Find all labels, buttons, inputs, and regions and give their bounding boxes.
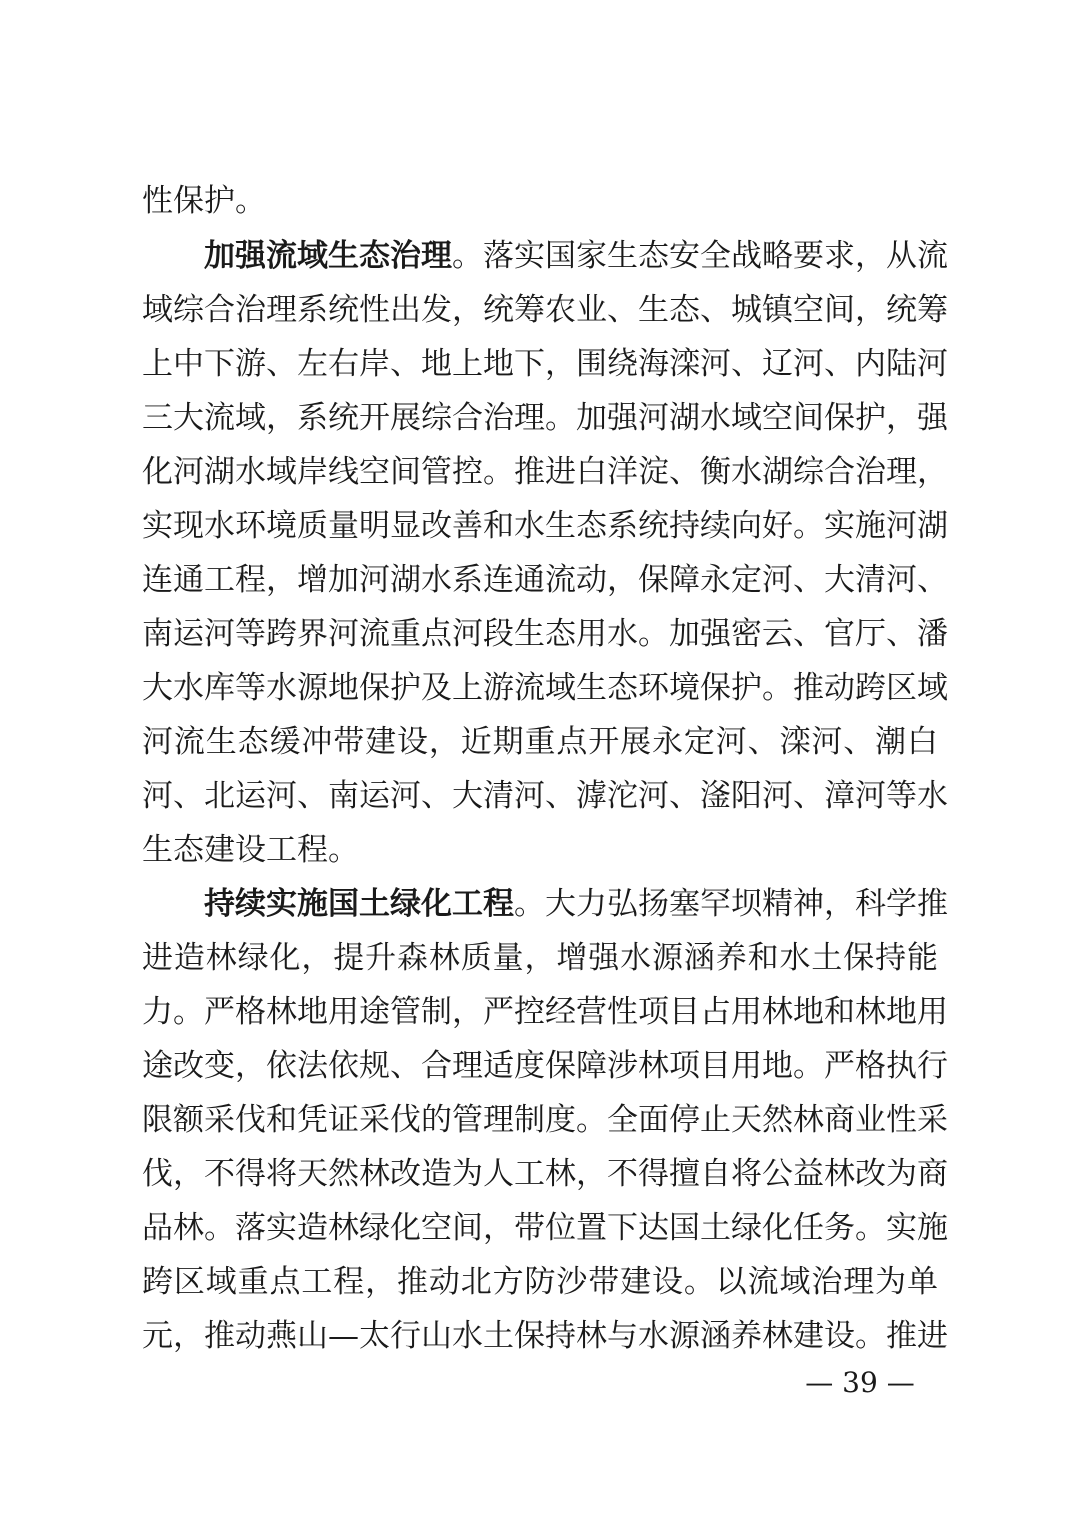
paragraph-start-line: 加强流域生态治理。落实国家生态安全战略要求，从流	[204, 238, 948, 274]
text-line: 途改变，依法依规、合理适度保障涉林项目用地。严格执行	[142, 1048, 948, 1084]
section-heading: 加强流域生态治理	[204, 238, 452, 274]
text-line: 生态建设工程。	[142, 832, 359, 868]
text-line: 伐，不得将天然林改造为人工林，不得擅自将公益林改为商	[142, 1156, 948, 1192]
text-line: 品林。落实造林绿化空间，带位置下达国土绿化任务。实施	[142, 1210, 948, 1246]
text-line: 南运河等跨界河流重点河段生态用水。加强密云、官厅、潘	[142, 616, 948, 652]
page-number: — 39 —	[805, 1366, 915, 1399]
text-line: 域综合治理系统性出发，统筹农业、生态、城镇空间，统筹	[142, 292, 948, 328]
section-heading: 持续实施国土绿化工程	[204, 886, 514, 922]
text-line: 进造林绿化，提升森林质量，增强水源涵养和水土保持能	[142, 940, 938, 976]
paragraph-start-line: 持续实施国土绿化工程。大力弘扬塞罕坝精神，科学推	[204, 886, 948, 922]
text-line: 力。严格林地用途管制，严控经营性项目占用林地和林地用	[142, 994, 948, 1030]
text-line: 跨区域重点工程，推动北方防沙带建设。以流域治理为单	[142, 1264, 938, 1300]
text-line: 三大流域，系统开展综合治理。加强河湖水域空间保护，强	[142, 400, 948, 436]
text-line: 限额采伐和凭证采伐的管理制度。全面停止天然林商业性采	[142, 1102, 948, 1138]
text-line: 上中下游、左右岸、地上地下，围绕海滦河、辽河、内陆河	[142, 346, 948, 382]
text-line: 连通工程，增加河湖水系连通流动，保障永定河、大清河、	[142, 562, 948, 598]
text-line: 大水库等水源地保护及上游流域生态环境保护。推动跨区域	[142, 670, 948, 706]
text-line: 性保护。	[142, 183, 266, 219]
text-line: 元，推动燕山—太行山水土保持林与水源涵养林建设。推进	[142, 1318, 948, 1354]
text-line: 河流生态缓冲带建设，近期重点开展永定河、滦河、潮白	[142, 724, 938, 760]
text-line: 河、北运河、南运河、大清河、滹沱河、滏阳河、漳河等水	[142, 778, 948, 814]
text-line: 化河湖水域岸线空间管控。推进白洋淀、衡水湖综合治理，	[142, 454, 948, 490]
text-line: 实现水环境质量明显改善和水生态系统持续向好。实施河湖	[142, 508, 948, 544]
